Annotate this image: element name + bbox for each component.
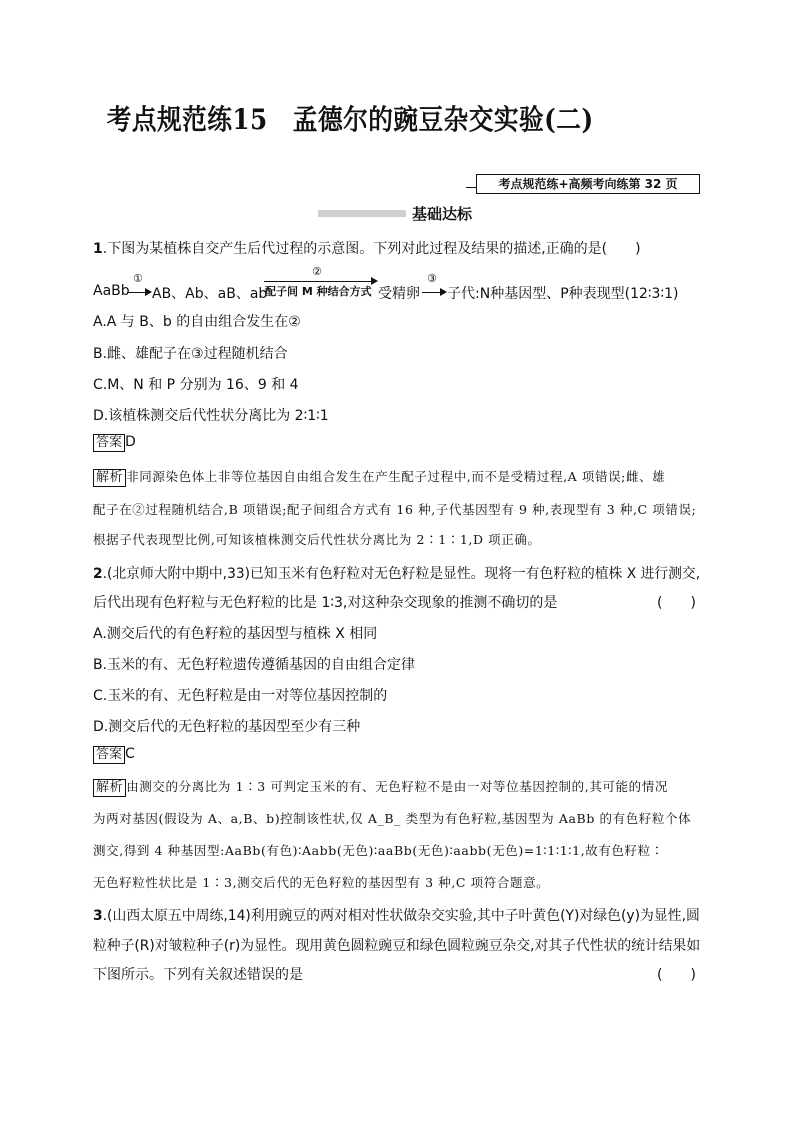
question-1-answer xyxy=(93,434,136,452)
question-1-text: .下图为某植株自交产生后代过程的示意图。下列对此过程及结果的描述,正确的是( ) xyxy=(102,241,641,257)
question-1-option-c: C.M、N 和 P 分别为 16、9 和 4 xyxy=(93,377,299,393)
diagram-arrow-3 xyxy=(422,292,441,293)
diagram-step2-caption: 配子间 M 种结合方式 xyxy=(265,285,372,298)
diagram-start: AaBb xyxy=(93,283,130,299)
diagram-zygote: 受精卵 xyxy=(378,286,420,302)
diagram-arrow-1-head xyxy=(145,288,152,296)
diagram-step1-label: ① xyxy=(133,272,143,285)
explanation-label: 解析 xyxy=(93,779,126,797)
page-title: 考点规范练15 孟德尔的豌豆杂交实验(二) xyxy=(106,103,594,136)
question-1-explanation-line-3: 根据子代表现型比例,可知该植株测交后代性状分离比为 2∶1∶1,D 项正确。 xyxy=(93,532,541,547)
diagram-arrow-2 xyxy=(264,281,372,282)
diagram-gametes: AB、Ab、aB、ab xyxy=(152,286,268,302)
question-3-stem-line-1: 3.(山西太原五中周练,14)利用豌豆的两对相对性状做杂交实验,其中子叶黄色(Y)对绿色(y)为显性,圆 xyxy=(93,908,700,924)
question-1-explanation-line-2: 配子在②过程随机结合,B 项错误;配子间组合方式有 16 种,子代基因型有 9 种,表现型有 3 种,C 项错误; xyxy=(93,502,697,517)
question-1-option-b: B.雌、雄配子在③过程随机结合 xyxy=(93,346,288,362)
question-2-explanation-line-3: 测交,得到 4 种基因型:AaBb(有色)∶Aabb(无色)∶aaBb(无色)∶aabb(无色)=1∶1∶1∶1,故有色籽粒∶ xyxy=(93,843,664,858)
diagram-arrow-3-head xyxy=(440,288,447,296)
reference-leader-line xyxy=(466,187,476,188)
reference-box: 考点规范练+高频考向练第 32 页 xyxy=(476,174,700,194)
question-2-answer-blank: ( ) xyxy=(657,595,696,611)
explanation-label: 解析 xyxy=(93,469,126,487)
question-3-stem-line-3: 下图所示。下列有关叙述错误的是 xyxy=(93,967,303,983)
answer-value: D xyxy=(125,434,136,450)
question-1-option-a: A.A 与 B、b 的自由组合发生在② xyxy=(93,314,301,330)
question-2-number: 2 xyxy=(93,566,103,582)
question-1-stem xyxy=(93,238,641,258)
question-2-stem-line-1: 2.(北京师大附中期中,33)已知玉米有色籽粒对无色籽粒是显性。现将一有色籽粒的植株 X 进行测交, xyxy=(93,566,701,582)
answer-label: 答案 xyxy=(93,746,125,764)
question-2-option-d: D.测交后代的无色籽粒的基因型至少有三种 xyxy=(93,719,361,735)
answer-label: 答案 xyxy=(93,434,125,452)
question-2-explanation-line-1: 解析 由测交的分离比为 1∶3 可判定玉米的有、无色籽粒不是由一对等位基因控制的,其可能的情况 xyxy=(93,777,668,797)
diagram-result: 子代:N种基因型、P种表现型(12∶3∶1) xyxy=(447,286,679,302)
question-2-answer xyxy=(93,746,135,764)
question-1-option-d: D.该植株测交后代性状分离比为 2∶1∶1 xyxy=(93,408,329,424)
question-2-option-b: B.玉米的有、无色籽粒遗传遵循基因的自由组合定律 xyxy=(93,657,416,673)
question-2-explanation-line-2: 为两对基因(假设为 A、a,B、b)控制该性状,仅 A_B_ 类型为有色籽粒,基因型为 AaBb 的有色籽粒个体 xyxy=(93,811,692,826)
section-title: 基础达标 xyxy=(412,205,473,223)
question-2-option-a: A.测交后代的有色籽粒的基因型与植株 X 相同 xyxy=(93,626,378,642)
question-3-stem-line-2: 粒种子(R)对皱粒种子(r)为显性。现用黄色圆粒豌豆和绿色圆粒豌豆杂交,对其子代性状的统计结果如 xyxy=(93,938,701,954)
diagram-arrow-2-head xyxy=(371,277,378,285)
question-1-explanation-line-1: 解析 非同源染色体上非等位基因自由组合发生在产生配子过程中,而不是受精过程,A 项错误;雌、雄 xyxy=(93,467,665,487)
answer-value: C xyxy=(125,746,135,762)
question-2-explanation-line-4: 无色籽粒性状比是 1∶3,测交后代的无色籽粒的基因型有 3 种,C 项符合题意。 xyxy=(93,875,550,890)
question-3-number: 3 xyxy=(93,908,103,924)
diagram-arrow-1 xyxy=(127,292,146,293)
diagram-step3-label: ③ xyxy=(427,272,437,285)
diagram-step2-label: ② xyxy=(312,265,322,278)
question-1-number: 1 xyxy=(93,241,103,257)
question-2-stem-line-2: 后代出现有色籽粒与无色籽粒的比是 1∶3,对这种杂交现象的推测不确切的是 xyxy=(93,595,558,611)
question-2-option-c: C.玉米的有、无色籽粒是由一对等位基因控制的 xyxy=(93,688,388,704)
question-3-answer-blank: ( ) xyxy=(657,967,696,983)
section-bar xyxy=(318,210,406,217)
